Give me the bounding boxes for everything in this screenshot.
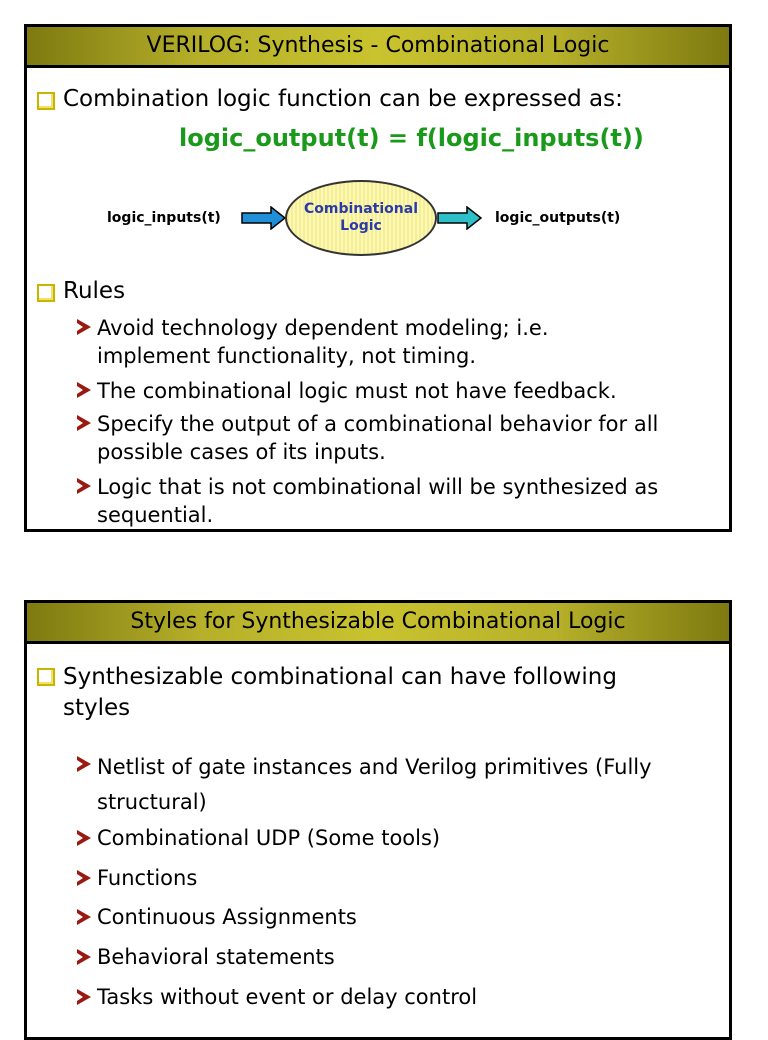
intro-text: Combination logic function can be expressed as: (63, 86, 623, 112)
arrow-bullet-icon (77, 989, 91, 1005)
rule-item: The combinational logic must not have feedback. (97, 379, 617, 403)
style-item: Tasks without event or delay control (97, 985, 478, 1009)
combinational-logic-block (285, 180, 437, 256)
style-item: Functions (97, 866, 198, 890)
arrow-bullet-icon (77, 909, 91, 925)
output-arrow-icon (437, 206, 483, 230)
style-item: Combinational UDP (Some tools) (97, 826, 441, 850)
intro-text: Synthesizable combinational can have following styles (63, 664, 617, 721)
arrow-bullet-icon (77, 949, 91, 965)
style-item: Continuous Assignments (97, 905, 357, 929)
diagram-input-label: logic_inputs(t) (107, 210, 221, 226)
slide-title: VERILOG: Synthesis - Combinational Logic (27, 27, 729, 68)
formula: logic_output(t) = f(logic_inputs(t)) (179, 124, 644, 152)
block-label-line2: Logic (340, 218, 382, 234)
diagram-output-label: logic_outputs(t) (495, 210, 621, 226)
box-bullet-icon (37, 92, 55, 110)
style-item: Behavioral statements (97, 945, 335, 969)
slide-synthesizable-styles (24, 600, 732, 1040)
slide-combinational-logic (24, 24, 732, 532)
box-bullet-icon (37, 668, 55, 686)
rule-item: Specify the output of a combinational behavior for all possible cases of its inputs. (97, 412, 659, 464)
arrow-bullet-icon (77, 756, 91, 772)
arrow-bullet-icon (77, 319, 91, 335)
rules-heading: Rules (63, 278, 126, 304)
arrow-bullet-icon (77, 415, 91, 431)
slide-title: Styles for Synthesizable Combinational Logic (27, 603, 729, 644)
rule-item: Logic that is not combinational will be synthesized as sequential. (97, 475, 659, 527)
box-bullet-icon (37, 284, 55, 302)
arrow-bullet-icon (77, 478, 91, 494)
style-item: Netlist of gate instances and Verilog primitives (Fully structural) (97, 755, 652, 814)
input-arrow-icon (241, 206, 287, 230)
arrow-bullet-icon (77, 870, 91, 886)
arrow-bullet-icon (77, 382, 91, 398)
block-label-line1: Combinational (303, 201, 419, 217)
arrow-bullet-icon (77, 830, 91, 846)
rule-item: Avoid technology dependent modeling; i.e. implement functionality, not timing. (97, 316, 549, 368)
